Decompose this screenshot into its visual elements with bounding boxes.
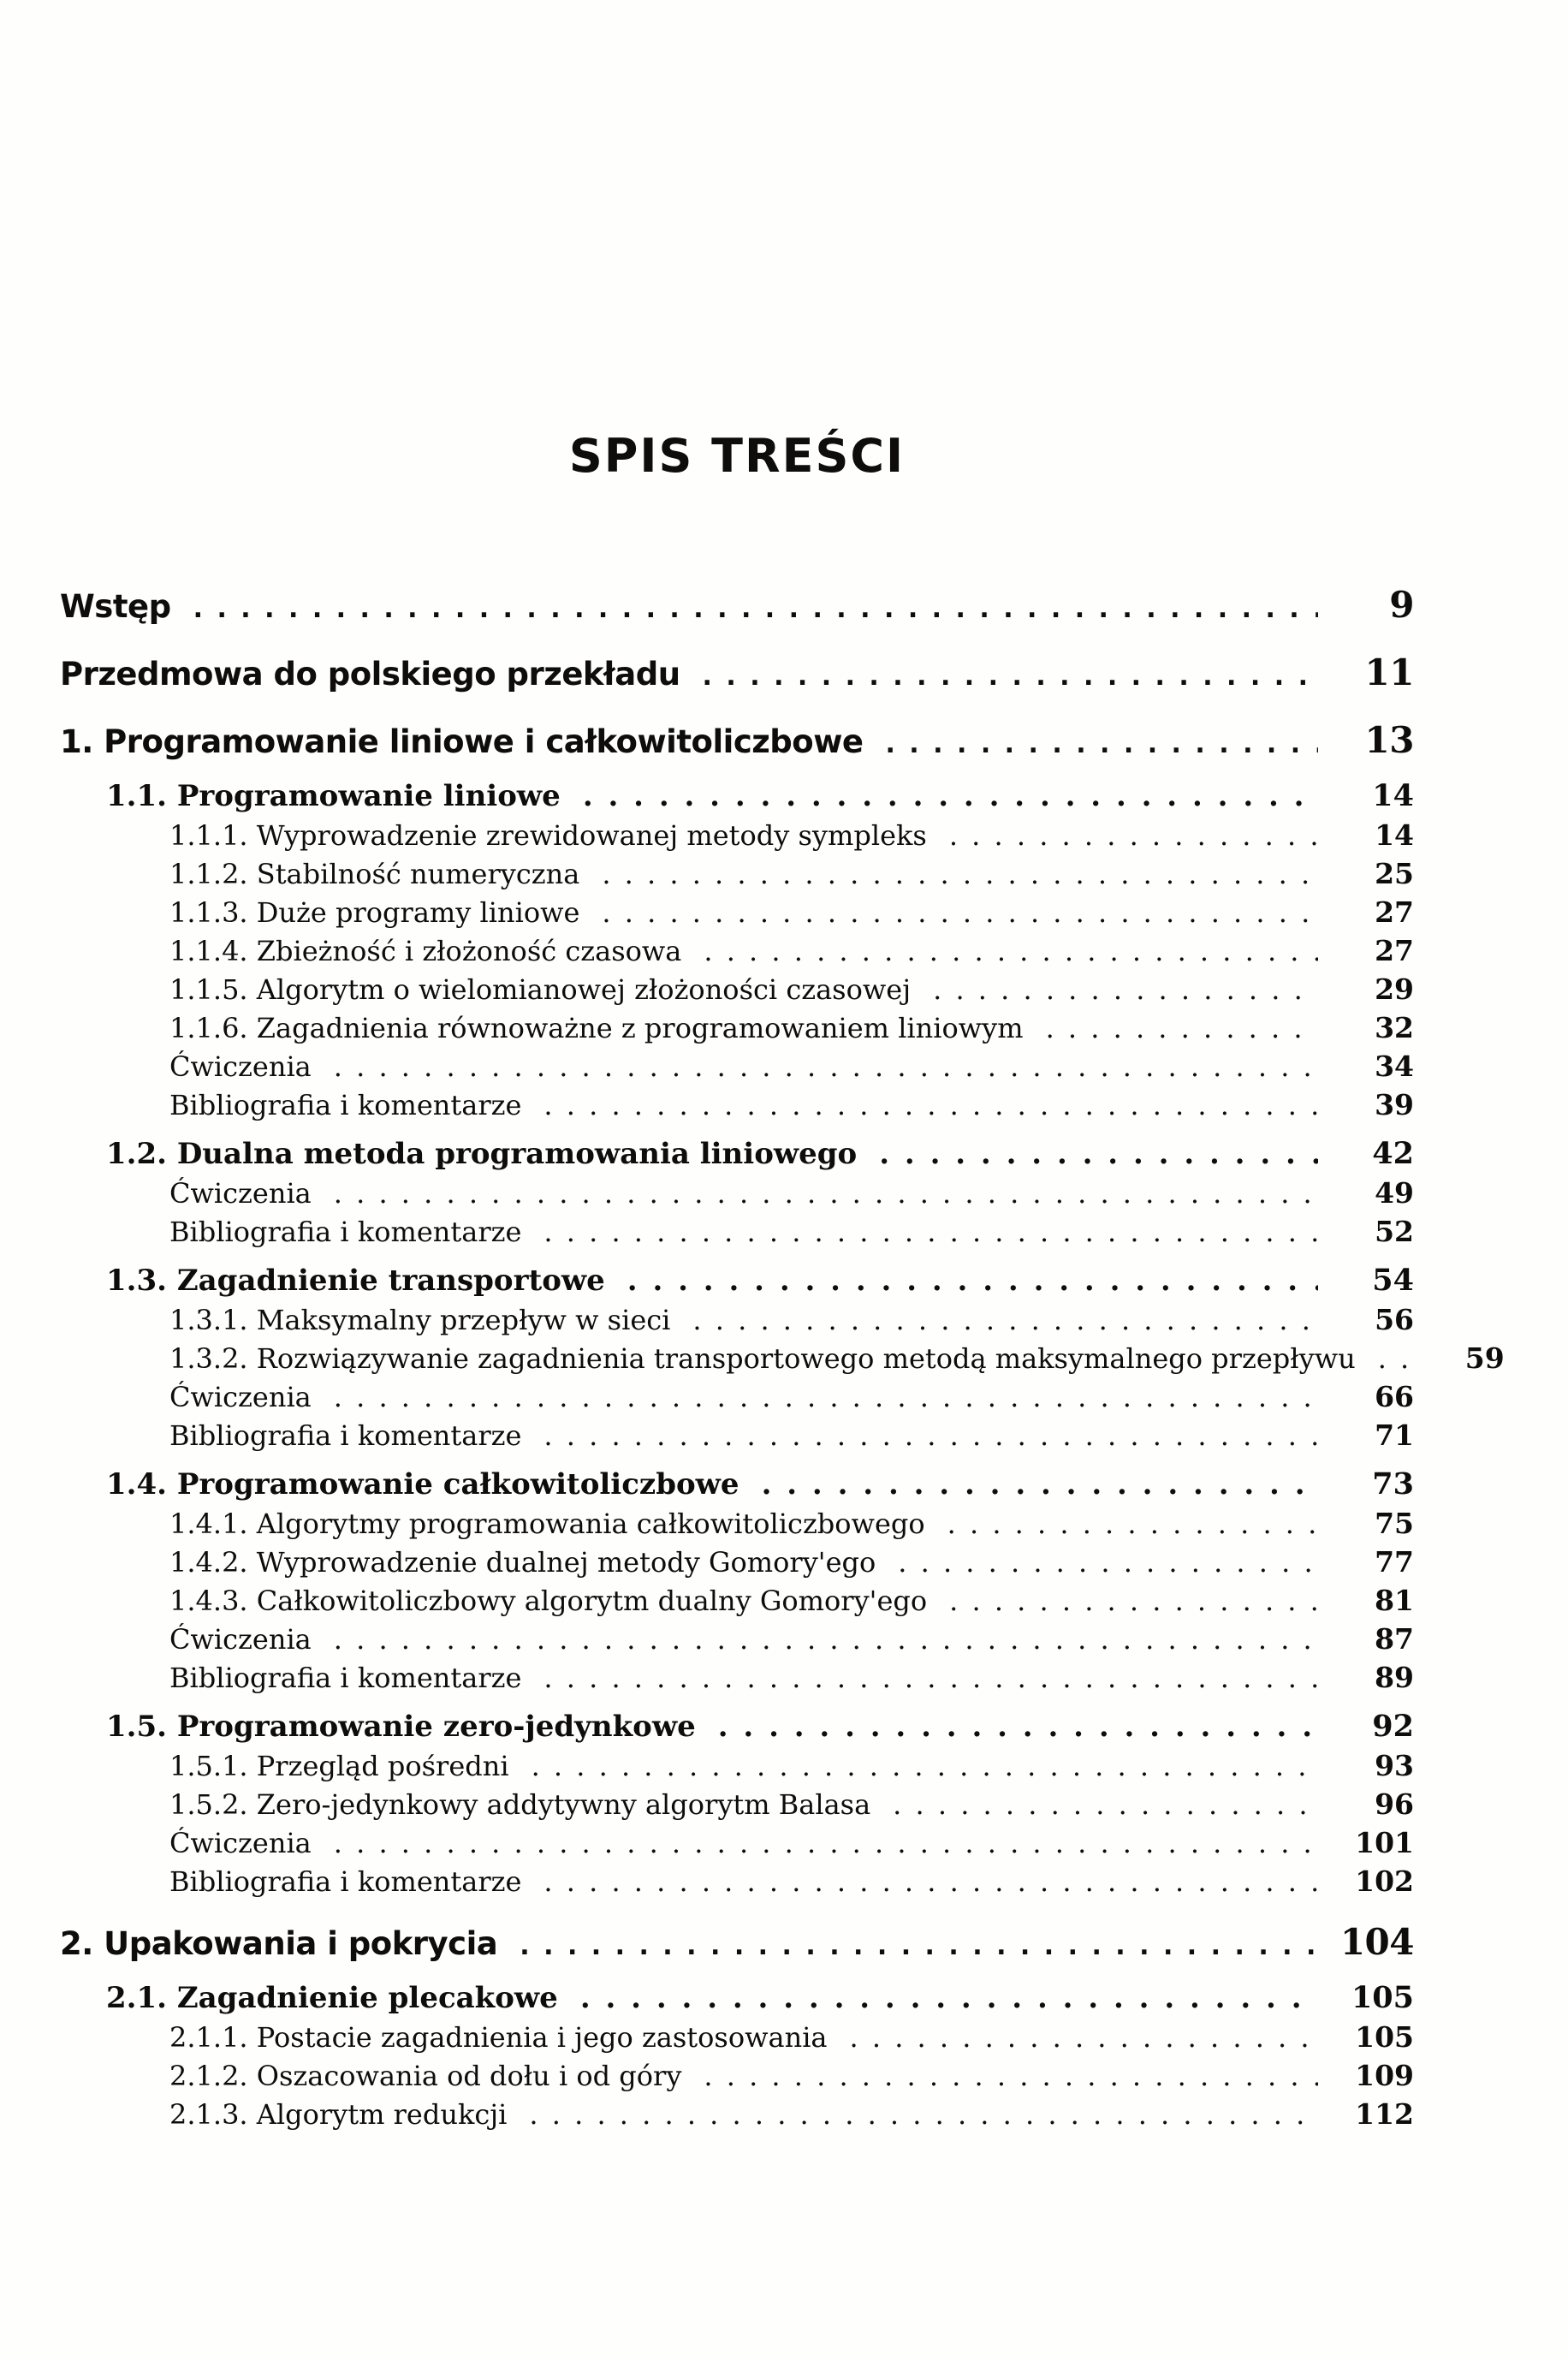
dot-leader <box>583 778 1318 814</box>
dot-leader <box>543 1089 1318 1122</box>
dot-leader <box>704 2060 1318 2093</box>
toc-entry <box>60 1263 1414 1299</box>
toc-entry-page-number: 96 <box>1375 1787 1414 1821</box>
toc-entry-label: Ćwiczenia <box>169 1827 312 1859</box>
dot-leader <box>543 1865 1318 1899</box>
toc-entry-page-number: 102 <box>1355 1864 1414 1898</box>
dot-leader <box>879 1136 1318 1172</box>
toc-entry <box>60 934 1414 968</box>
toc-entry <box>60 1303 1414 1337</box>
toc-entry-label: 1.1.2. Stabilność numeryczna <box>169 858 580 890</box>
dot-leader <box>520 1924 1318 1966</box>
toc-entry-label: Przedmowa do polskiego przekładu <box>60 656 680 693</box>
toc-entry-label: 1.3.1. Maksymalny przepływ w sieci <box>169 1304 671 1336</box>
toc-entry-label: 1.4. Programowanie całkowitoliczbowe <box>106 1467 739 1502</box>
toc-entry-label: Wstęp <box>60 588 171 625</box>
toc-entry-label: 2.1.2. Oszacowania od dołu i od góry <box>169 2060 682 2092</box>
toc-entry <box>60 586 1414 629</box>
toc-entry-label: Ćwiczenia <box>169 1623 312 1656</box>
toc-entry <box>60 1380 1414 1414</box>
toc-entry <box>60 2020 1414 2055</box>
toc-entry-label: 1.1. Programowanie liniowe <box>106 779 561 813</box>
dot-leader <box>334 1177 1318 1210</box>
dot-leader <box>543 1216 1318 1249</box>
toc-entry-page-number: 49 <box>1375 1176 1414 1210</box>
toc-entry-page-number: 39 <box>1375 1088 1414 1121</box>
toc-entry-page-number: 42 <box>1372 1136 1414 1171</box>
toc-entry-label: 1.3. Zagadnienie transportowe <box>106 1264 605 1298</box>
dot-leader <box>334 1381 1318 1414</box>
toc-entry <box>60 1923 1414 1966</box>
toc-entry-label: 1.4.1. Algorytmy programowania całkowitoliczbowego <box>169 1508 925 1540</box>
toc-entry-label: 1.1.1. Wyprowadzenie zrewidowanej metody sympleks <box>169 819 927 852</box>
toc-entry <box>60 1661 1414 1695</box>
toc-entry <box>60 972 1414 1007</box>
toc-entry-page-number: 14 <box>1375 818 1414 852</box>
dot-leader <box>532 1750 1318 1783</box>
toc-entry <box>60 895 1414 930</box>
toc-entry-page-number: 14 <box>1372 778 1414 813</box>
toc-entry <box>60 1826 1414 1860</box>
toc-entry-page-number: 104 <box>1339 1921 1414 1963</box>
toc-entry-label: Bibliografia i komentarze <box>169 1419 522 1452</box>
toc-entry-page-number: 105 <box>1355 2020 1414 2054</box>
dot-leader <box>334 1623 1318 1656</box>
toc-entry-page-number: 27 <box>1375 895 1414 929</box>
toc-entry-label: 1.5.2. Zero-jedynkowy addytywny algorytm Balasa <box>169 1788 871 1821</box>
toc-entry-page-number: 11 <box>1364 651 1414 693</box>
toc-content <box>60 0 1505 2132</box>
toc-entry <box>60 1545 1414 1579</box>
toc-entry <box>60 818 1414 853</box>
dot-leader <box>602 896 1318 930</box>
toc-entry <box>60 1215 1414 1249</box>
toc-entry-page-number: 59 <box>1464 1341 1505 1375</box>
toc-entry-label: 1.4.2. Wyprowadzenie dualnej metody Gomory'ego <box>169 1546 876 1579</box>
toc-entry-label: 2.1.3. Algorytm redukcji <box>169 2098 508 2131</box>
toc-entry-page-number: 112 <box>1355 2097 1414 2131</box>
toc-entry <box>60 1709 1414 1745</box>
toc-entry <box>60 1011 1414 1045</box>
toc-entry-label: 2. Upakowania i pokrycia <box>60 1925 498 1962</box>
toc-entry-page-number: 109 <box>1355 2059 1414 2092</box>
dot-leader <box>602 858 1318 891</box>
toc-entry-page-number: 105 <box>1351 1980 1414 2015</box>
toc-entry-label: 1. Programowanie liniowe i całkowitoliczbowe <box>60 723 864 760</box>
dot-leader <box>627 1263 1318 1299</box>
toc-entry-page-number: 52 <box>1375 1215 1414 1248</box>
dot-leader <box>580 1980 1318 2016</box>
toc-entry <box>60 1622 1414 1656</box>
dot-leader <box>529 2098 1318 2132</box>
toc-entry-page-number: 75 <box>1375 1507 1414 1540</box>
toc-entry-page-number: 92 <box>1372 1709 1414 1744</box>
toc-entry <box>60 1050 1414 1084</box>
toc-entry <box>60 1749 1414 1783</box>
dot-leader <box>193 587 1318 629</box>
dot-leader <box>703 655 1318 697</box>
toc-entry-page-number: 87 <box>1375 1622 1414 1656</box>
toc-entry <box>60 1341 1505 1376</box>
dot-leader <box>893 1788 1318 1822</box>
toc-entry-label: 2.1. Zagadnienie plecakowe <box>106 1981 558 2015</box>
dot-leader <box>949 819 1318 853</box>
toc-entry-label: 1.1.6. Zagadnienia równoważne z programowaniem liniowym <box>169 1012 1024 1044</box>
toc-entry-label: Ćwiczenia <box>169 1177 312 1210</box>
toc-entry-label: 1.1.5. Algorytm o wielomianowej złożoności czasowej <box>169 973 912 1006</box>
dot-leader <box>949 1585 1318 1618</box>
dot-leader <box>334 1050 1318 1084</box>
toc-entry-label: 2.1.1. Postacie zagadnienia i jego zastosowania <box>169 2021 828 2054</box>
toc-entry-page-number: 27 <box>1375 934 1414 967</box>
dot-leader <box>947 1508 1318 1541</box>
toc-entry-page-number: 13 <box>1364 719 1414 761</box>
toc-entry-page-number: 71 <box>1375 1418 1414 1452</box>
dot-leader <box>718 1709 1318 1745</box>
toc-entry <box>60 857 1414 891</box>
toc-entry-page-number: 81 <box>1375 1584 1414 1617</box>
toc-entry <box>60 1418 1414 1453</box>
toc-entry <box>60 1466 1414 1502</box>
toc-entry-page-number: 93 <box>1375 1749 1414 1782</box>
dot-leader <box>1046 1012 1318 1045</box>
toc-entry-page-number: 56 <box>1375 1303 1414 1336</box>
toc-entry-page-number: 66 <box>1375 1380 1414 1413</box>
dot-leader <box>543 1419 1318 1453</box>
dot-leader <box>692 1304 1318 1337</box>
toc-entry-page-number: 101 <box>1355 1826 1414 1859</box>
toc-entry <box>60 2097 1414 2132</box>
toc-entry <box>60 778 1414 814</box>
toc-entry <box>60 721 1414 764</box>
toc-entry-page-number: 89 <box>1375 1661 1414 1694</box>
toc-entry-page-number: 9 <box>1389 584 1414 626</box>
toc-entry <box>60 1980 1414 2016</box>
toc-entry-page-number: 34 <box>1375 1050 1414 1083</box>
toc-entry-page-number: 25 <box>1375 857 1414 890</box>
toc-entry <box>60 1787 1414 1822</box>
toc-entry <box>60 2059 1414 2093</box>
toc-entry-label: 1.5. Programowanie zero-jedynkowe <box>106 1710 696 1744</box>
toc-entry-label: Bibliografia i komentarze <box>169 1865 522 1898</box>
toc-entry <box>60 1088 1414 1122</box>
toc-entry-label: Bibliografia i komentarze <box>169 1216 522 1248</box>
toc-entry-page-number: 54 <box>1372 1263 1414 1298</box>
toc-entry-page-number: 73 <box>1372 1466 1414 1502</box>
dot-leader <box>1378 1342 1409 1376</box>
toc-entry-page-number: 77 <box>1375 1545 1414 1579</box>
dot-leader <box>543 1662 1318 1695</box>
toc-entry-page-number: 29 <box>1375 972 1414 1006</box>
toc-entry <box>60 1176 1414 1210</box>
dot-leader <box>885 723 1318 764</box>
toc-entry <box>60 1136 1414 1172</box>
dot-leader <box>898 1546 1318 1579</box>
toc-entry-label: 1.5.1. Przegląd pośredni <box>169 1750 509 1782</box>
toc-entry <box>60 1584 1414 1618</box>
dot-leader <box>762 1466 1318 1502</box>
toc-entry <box>60 653 1414 697</box>
toc-entry-label: Bibliografia i komentarze <box>169 1662 522 1694</box>
toc-entry-label: 1.3.2. Rozwiązywanie zagadnienia transportowego metodą maksymalnego przepływu <box>169 1342 1356 1375</box>
toc-entry-label: Ćwiczenia <box>169 1381 312 1413</box>
toc-entry-label: Ćwiczenia <box>169 1050 312 1083</box>
toc-entry-label: 1.2. Dualna metoda programowania liniowego <box>106 1137 858 1171</box>
page-title: SPIS TREŚCI <box>568 429 906 483</box>
dot-leader <box>933 973 1318 1007</box>
toc-entry <box>60 1864 1414 1899</box>
toc-entry-label: 1.1.4. Zbieżność i złożoność czasowa <box>169 935 682 967</box>
dot-leader <box>334 1827 1318 1860</box>
dot-leader <box>850 2021 1319 2055</box>
toc-entry-label: Bibliografia i komentarze <box>169 1089 522 1121</box>
toc-entry <box>60 1507 1414 1541</box>
toc-entry-label: 1.4.3. Całkowitoliczbowy algorytm dualny Gomory'ego <box>169 1585 928 1617</box>
toc-entry-label: 1.1.3. Duże programy liniowe <box>169 896 580 929</box>
toc-entry-page-number: 32 <box>1375 1011 1414 1044</box>
toc-list <box>60 584 1505 2132</box>
dot-leader <box>704 935 1318 968</box>
